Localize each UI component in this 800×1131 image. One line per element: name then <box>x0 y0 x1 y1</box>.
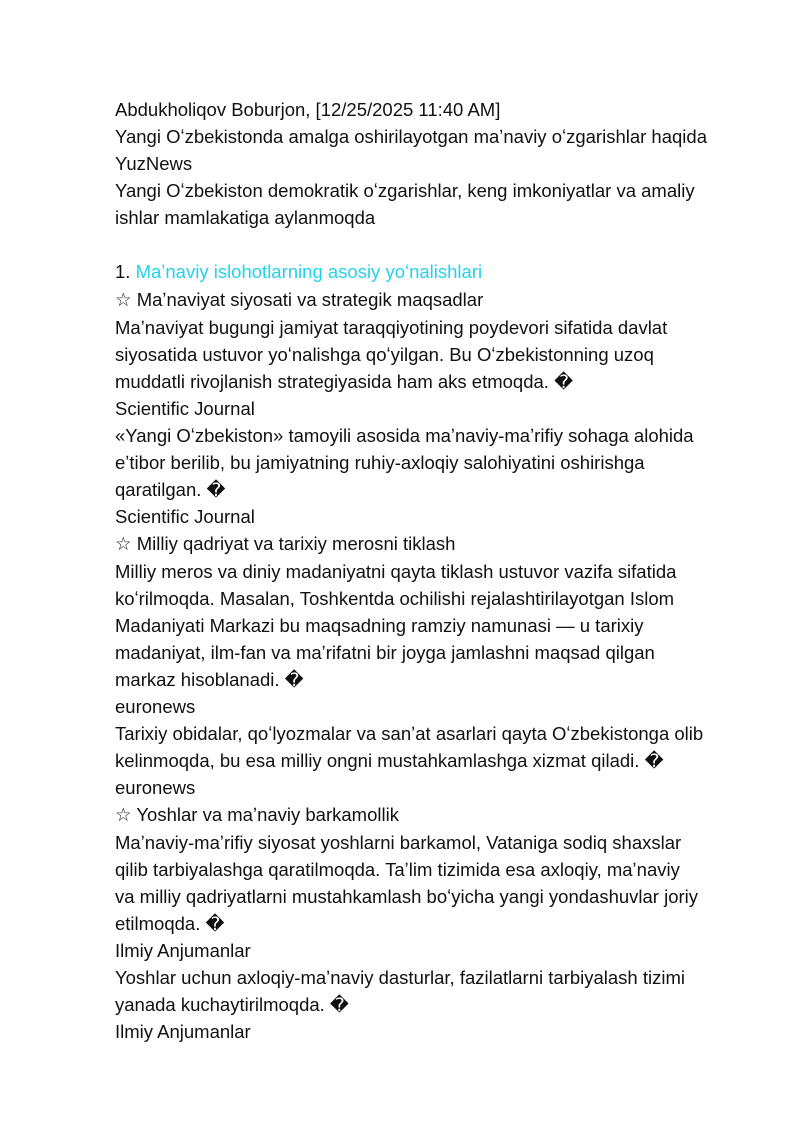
citation-source: Ilmiy Anjumanlar <box>115 940 251 961</box>
paragraph-line: Maʼnaviyat bugungi jamiyat taraqqiyotining poydevori sifatida davlat <box>115 317 668 338</box>
paragraph-line: Yoshlar uchun axloqiy-maʼnaviy dasturlar, fazilatlarni tarbiyalash tizimi <box>115 967 685 988</box>
subtitle-line: Yangi Oʻzbekiston demokratik oʻzgarishlar, keng imkoniyatlar va amaliy <box>115 180 695 201</box>
spacer <box>115 231 760 258</box>
citation-source: euronews <box>115 777 196 798</box>
star-icon: ☆ <box>115 805 132 826</box>
star-icon: ☆ <box>115 534 132 555</box>
paragraph-line: yanada kuchaytirilmoqda. � <box>115 994 349 1015</box>
citation-source: euronews <box>115 696 196 717</box>
article-source: YuzNews <box>115 153 193 174</box>
paragraph-line: siyosatida ustuvor yoʻnalishga qoʻyilgan. Bu Oʻzbekistonning uzoq <box>115 344 654 365</box>
citation-source: Scientific Journal <box>115 506 255 527</box>
paragraph-line: qaratilgan. � <box>115 479 226 500</box>
paragraph-line: qilib tarbiyalashga qaratilmoqda. Taʼlim tizimida esa axloqiy, maʼnaviy <box>115 859 680 880</box>
section-title-link[interactable]: Maʼnaviy islohotlarning asosiy yoʻnalishlari <box>135 261 483 282</box>
paragraph-line: etilmoqda. � <box>115 913 225 934</box>
subtitle-line: ishlar mamlakatiga aylanmoqda <box>115 207 376 228</box>
article-title: Yangi Oʻzbekistonda amalga oshirilayotgan maʼnaviy oʻzgarishlar haqida <box>115 126 707 147</box>
subsection-title: Milliy qadriyat va tarixiy merosni tiklash <box>136 533 456 554</box>
paragraph-line: va milliy qadriyatlarni mustahkamlash boʻyicha yangi yondashuvlar joriy <box>115 886 699 907</box>
citation-source: Ilmiy Anjumanlar <box>115 1021 251 1042</box>
paragraph-line: Madaniyati Markazi bu maqsadning ramziy namunasi — u tarixiy <box>115 615 644 636</box>
subsection-heading <box>115 801 760 829</box>
paragraph-line: koʻrilmoqda. Masalan, Toshkentda ochilishi rejalashtirilayotgan Islom <box>115 588 675 609</box>
paragraph-line: eʼtibor berilib, bu jamiyatning ruhiy-axloqiy salohiyatini oshirishga <box>115 452 645 473</box>
subsection-title: Maʼnaviyat siyosati va strategik maqsadlar <box>136 289 484 310</box>
paragraph-line: madaniyat, ilm-fan va maʼrifatni bir joyga jamlashni maqsad qilgan <box>115 642 655 663</box>
subsection-title: Yoshlar va maʼnaviy barkamollik <box>136 804 399 825</box>
subsection-heading <box>115 530 760 558</box>
paragraph-line: Tarixiy obidalar, qoʻlyozmalar va sanʼat asarlari qayta Oʻzbekistonga olib <box>115 723 704 744</box>
citation-source: Scientific Journal <box>115 398 255 419</box>
section-number: 1. <box>115 261 131 282</box>
paragraph-line: markaz hisoblanadi. � <box>115 669 304 690</box>
paragraph-line: Milliy meros va diniy madaniyatni qayta tiklash ustuvor vazifa sifatida <box>115 561 677 582</box>
star-icon: ☆ <box>115 290 132 311</box>
paragraph-line: Maʼnaviy-maʼrifiy siyosat yoshlarni barkamol, Vataniga sodiq shaxslar <box>115 832 682 853</box>
paragraph-line: muddatli rivojlanish strategiyasida ham aks etmoqda. � <box>115 371 574 392</box>
subsection-heading <box>115 286 760 314</box>
section-heading <box>115 258 760 286</box>
paragraph-line: «Yangi Oʻzbekiston» tamoyili asosida maʼnaviy-maʼrifiy sohaga alohida <box>115 425 694 446</box>
paragraph-line: kelinmoqda, bu esa milliy ongni mustahkamlashga xizmat qiladi. � <box>115 750 664 771</box>
message-meta: Abdukholiqov Boburjon, [12/25/2025 11:40 AM] <box>115 99 501 120</box>
